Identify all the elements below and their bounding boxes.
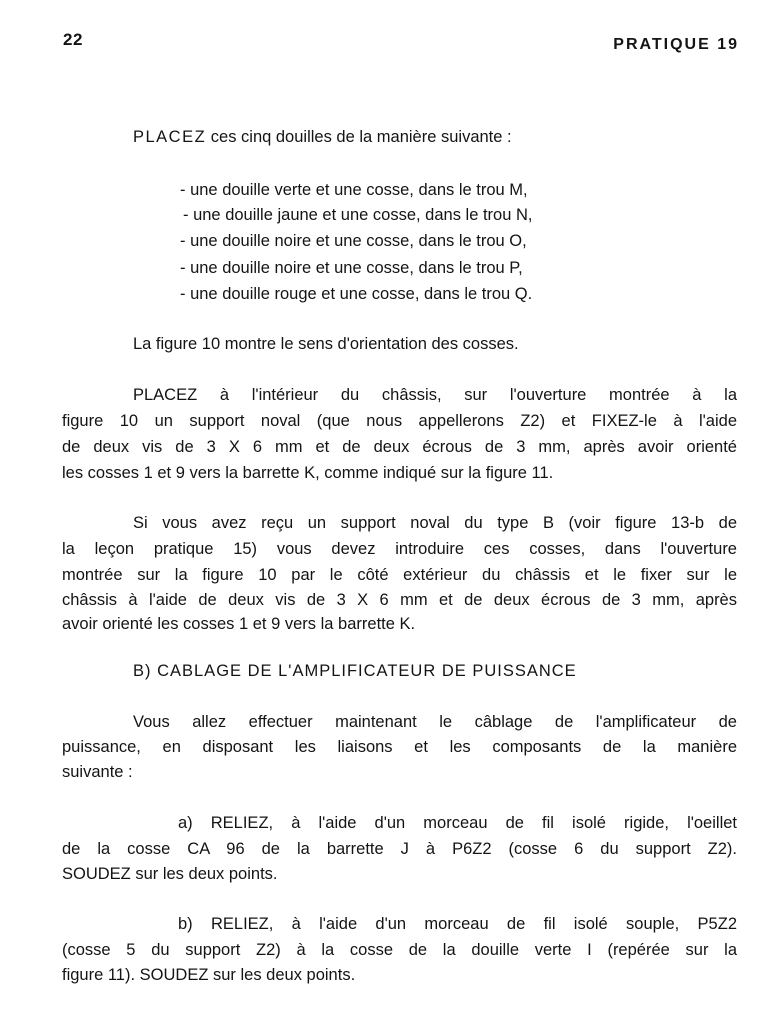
- paragraph-line: de deux vis de 3 X 6 mm et de deux écrous de 3 mm, après avoir orienté: [62, 438, 737, 456]
- paragraph-line: puissance, en disposant les liaisons et les composants de la manière: [62, 738, 737, 756]
- paragraph-line: figure 10 un support noval (que nous appellerons Z2) et FIXEZ-le à l'aide: [62, 412, 737, 430]
- list-item: - une douille rouge et une cosse, dans le trou Q.: [180, 285, 533, 303]
- paragraph-line: les cosses 1 et 9 vers la barrette K, comme indiqué sur la figure 11.: [62, 464, 554, 482]
- intro-placez: PLACEZ: [133, 128, 207, 146]
- paragraph-line: avoir orienté les cosses 1 et 9 vers la barrette K.: [62, 615, 416, 633]
- list-item: - une douille jaune et une cosse, dans le trou N,: [183, 206, 533, 224]
- paragraph-line: montrée sur la figure 10 par le côté extérieur du châssis et le fixer sur le: [62, 566, 737, 584]
- paragraph-line: châssis à l'aide de deux vis de 3 X 6 mm et de deux écrous de 3 mm, après: [62, 591, 737, 609]
- list-item: - une douille noire et une cosse, dans le trou P,: [180, 259, 523, 277]
- intro-line: [133, 125, 512, 149]
- list-item: - une douille noire et une cosse, dans le trou O,: [180, 232, 527, 250]
- step-b-line: (cosse 5 du support Z2) à la cosse de la douille verte I (repérée sur la: [62, 941, 737, 959]
- step-a-line: SOUDEZ sur les deux points.: [62, 865, 278, 883]
- paragraph-line: Si vous avez reçu un support noval du type B (voir figure 13-b de: [133, 514, 737, 532]
- figure-note: La figure 10 montre le sens d'orientation des cosses.: [133, 335, 519, 353]
- running-head: PRATIQUE 19: [613, 36, 739, 53]
- section-heading: B) CABLAGE DE L'AMPLIFICATEUR DE PUISSANCE: [133, 662, 577, 680]
- step-b-line: b) RELIEZ, à l'aide d'un morceau de fil isolé souple, P5Z2: [178, 915, 737, 933]
- paragraph-line: PLACEZ à l'intérieur du châssis, sur l'ouverture montrée à la: [133, 386, 737, 404]
- step-b-line: figure 11). SOUDEZ sur les deux points.: [62, 966, 356, 984]
- paragraph-line: Vous allez effectuer maintenant le câblage de l'amplificateur de: [133, 713, 737, 731]
- page-number: 22: [63, 30, 83, 49]
- paragraph-line: la leçon pratique 15) vous devez introduire ces cosses, dans l'ouverture: [62, 540, 737, 558]
- step-a-line: de la cosse CA 96 de la barrette J à P6Z2 (cosse 6 du support Z2).: [62, 840, 737, 858]
- intro-text: ces cinq douilles de la manière suivante :: [206, 128, 512, 146]
- paragraph-line: suivante :: [62, 763, 133, 781]
- list-item: - une douille verte et une cosse, dans le trou M,: [180, 181, 528, 199]
- step-a-line: a) RELIEZ, à l'aide d'un morceau de fil isolé rigide, l'oeillet: [178, 814, 737, 832]
